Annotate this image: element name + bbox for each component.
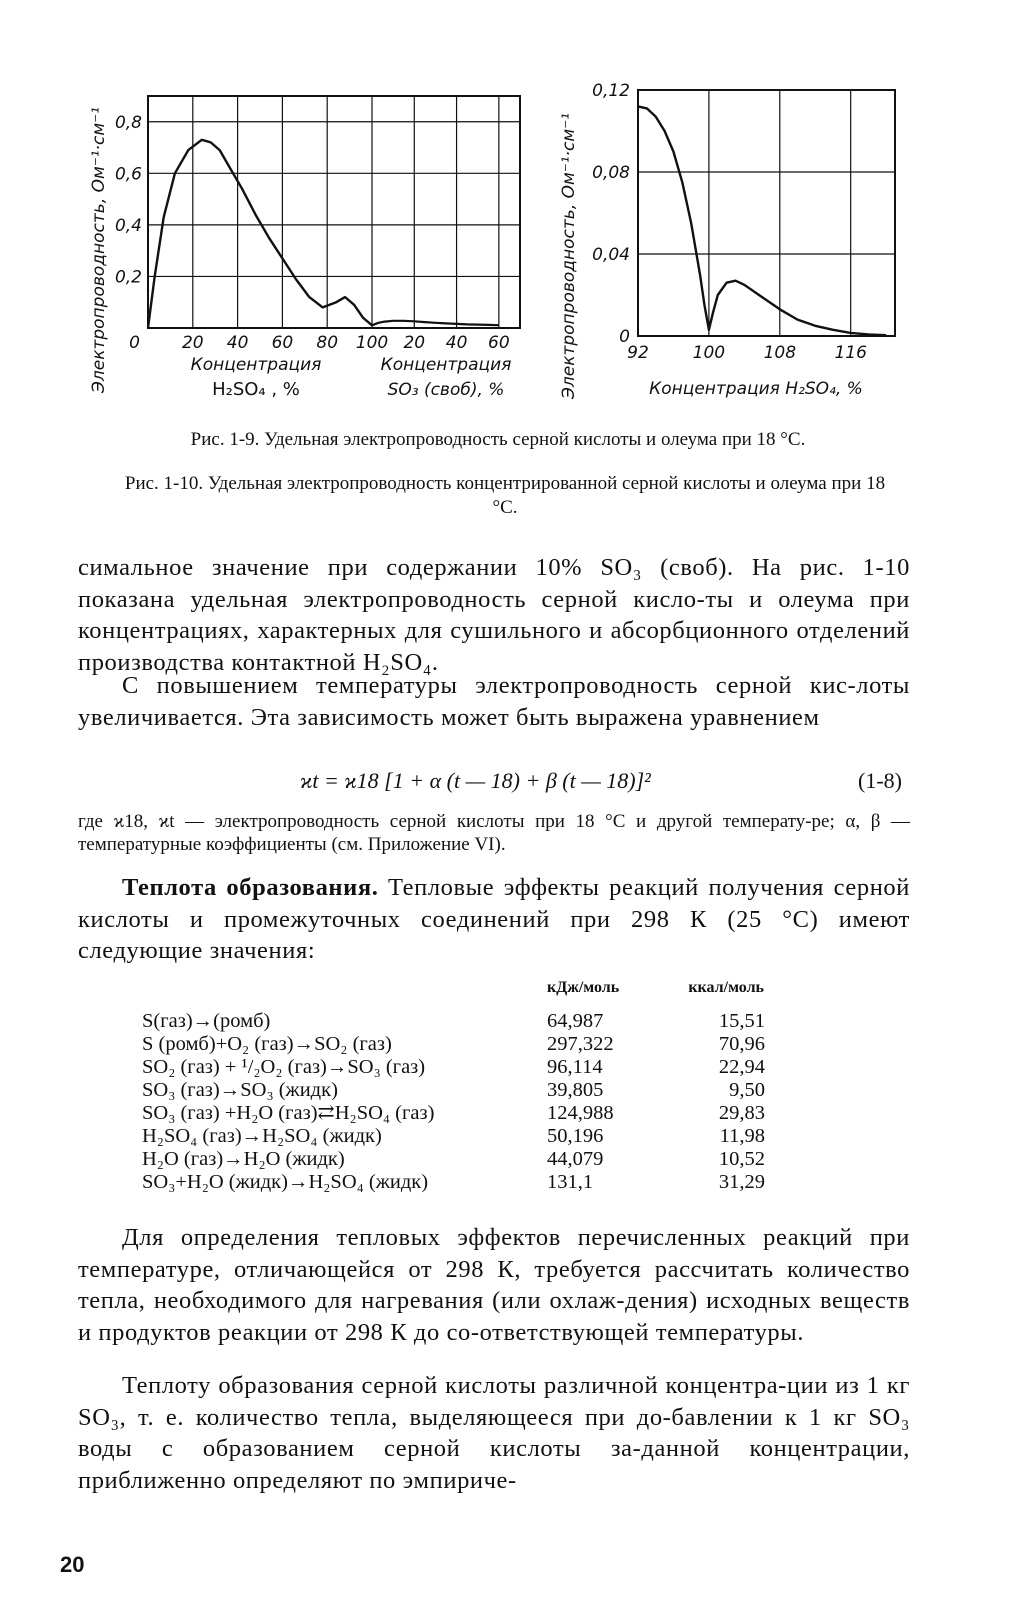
paragraph-heating [78,1222,910,1348]
fig1-ylabel: Электропроводность, Ом⁻¹·см⁻¹ [89,107,109,393]
kj-cell: 64,987 [547,1010,604,1032]
table-row [142,1056,765,1079]
figure-1-10-text: Удельная электропроводность концентрированной серной кислоты и олеума при 18 °С. [207,473,886,518]
reaction-cell: H₂O (газ)→H₂O (жидк) [142,1148,345,1170]
figure-1-10 [560,80,920,410]
kj-cell: 39,805 [547,1079,604,1101]
fig2-xtick-label: 108 [763,343,797,363]
paragraph-heat-formation [78,872,910,967]
kcal-cell: 10,52 [718,1148,765,1170]
fig2-ytick-label: 0,04 [592,245,630,265]
fig1-xlabel-a-line2: H₂SO₄ , % [212,379,300,400]
fig1-ytick-label: 0,2 [114,267,142,288]
fig1-xlabel-a-line1: Концентрация [190,355,322,375]
header-kcal: ккал/моль [688,979,764,996]
table-row [142,1079,765,1102]
table-row [142,1010,765,1033]
fig1-ytick-label: 0,6 [114,164,142,185]
fig1-ytick-label: 0,4 [114,215,142,236]
fig2-curve [638,106,886,335]
table-row [142,1033,765,1056]
paragraph-heating-text: Для определения тепловых эффектов перечисленных реакций при температуре, отличающейся от 298 К, требуется рассчитать количество тепла, необходимого для нагревания (или охлаж-дения) исходных веществ и продуктов реакции от 298 К до со-ответствующей температуры. [78,1224,910,1346]
equation-number: (1-8) [858,768,902,793]
fig1-xtick-label: 40 [445,333,468,353]
table-row [142,1171,765,1194]
header-kj: кДж/моль [547,979,620,996]
fig2-ytick-label: 0,08 [592,163,630,183]
fig1-curve-h2so4 [148,140,372,328]
fig2-curves [638,106,886,335]
kj-cell: 124,988 [547,1102,614,1124]
kcal-cell: 22,94 [718,1056,765,1078]
fig2-xtick-label: 92 [627,343,649,363]
reaction-cell: SO₃+H₂O (жидк)→H₂SO₄ (жидк) [142,1171,429,1193]
table-row [142,1102,765,1125]
fig2-xtick-label: 116 [834,343,867,363]
page-number: 20 [60,1552,85,1577]
figure-1-10-svg [560,80,920,410]
kcal-cell: 70,96 [718,1033,765,1055]
fig1-xtick-label: 60 [488,333,510,353]
reaction-heat-table [142,978,765,1194]
kcal-cell: 11,98 [719,1125,765,1147]
kj-cell: 131,1 [547,1171,594,1193]
fig1-xtick-label: 100 [355,333,389,353]
fig1-ytick-label: 0,8 [114,112,142,133]
paragraph-temperature [78,670,910,733]
kj-cell: 50,196 [547,1125,604,1147]
fig2-ytick-label: 0 [619,327,630,347]
equation-1-8: ϰt = ϰ18 [1 + α (t — 18) + β (t — 18)]² [300,768,651,793]
equation-note: где ϰ18, ϰt — электропроводность серной кислоты при 18 °С и другой температу-ре; α, β — температурные коэффициенты (см. Приложение VI). [78,811,910,855]
fig1-xtick-label: 20 [181,333,204,353]
figure-1-9-svg [80,80,550,420]
figure-1-10-caption [120,472,890,520]
fig1-xlabel-b-line2: SO₃ (своб), % [387,380,505,400]
fig1-xtick-label: 20 [403,333,426,353]
kcal-cell: 9,50 [729,1079,765,1101]
paragraph-heat-formation-text: Тепловые эффекты реакций получения серной кислоты и промежуточных соединений при 298 К (25 °С) имеют следующие значения: [78,874,910,964]
fig2-xlabel: Концентрация H₂SO₄, % [649,379,863,399]
fig1-curves [148,140,499,328]
kj-cell: 297,322 [547,1033,614,1055]
fig2-ticks [592,81,867,363]
fig2-ylabel: Электропроводность, Ом⁻¹·см⁻¹ [559,113,579,399]
figure-1-9-caption [78,428,918,452]
kcal-cell: 15,51 [718,1010,765,1032]
paragraph-formation-heat-text: Теплоту образования серной кислоты различной концентра-ции из 1 кг SO₃, т. е. количество тепла, выделяющееся при до-бавлении к 1 кг SO₃ воды с образованием серной кислоты за-данной концентрации, приближенно определяют по эмпириче- [78,1372,910,1494]
figure-1-9 [80,80,550,420]
fig1-grid [148,96,520,328]
fig1-ticks [115,113,510,353]
figure-1-9-text: Удельная электропроводность серной кислоты и олеума при 18 °С. [264,429,806,450]
figure-1-9-label: Рис. 1-9. [190,429,260,450]
section-heading: Теплота образования. [122,874,379,901]
reaction-cell: SO₃ (газ) +H₂O (газ)⇄H₂SO₄ (газ) [142,1102,435,1124]
paragraph-temperature-text: С повышением температуры электропроводность серной кис-лоты увеличивается. Эта зависимость может быть выражена уравнением [78,672,910,731]
fig2-xtick-label: 100 [692,343,726,363]
paragraph-conductivity-text: симальное значение при содержании 10% SO₃ (своб). На рис. 1-10 показана удельная электропроводность серной кисло-ты и олеума при концентрациях, характерных для сушильного и абсорбционного отделений производства контактной H₂SO₄. [78,554,910,676]
fig1-xlabel-b-line1: Концентрация [380,355,512,375]
kcal-cell: 31,29 [718,1171,765,1193]
reaction-cell: S(газ)→(ромб) [142,1010,271,1032]
reaction-cell: SO₃ (газ)→SO₃ (жидк) [142,1079,338,1101]
kj-cell: 44,079 [547,1148,604,1170]
reaction-cell: H₂SO₄ (газ)→H₂SO₄ (жидк) [142,1125,382,1147]
fig1-frame [148,96,520,328]
table-row [142,1148,765,1171]
fig1-curve-so3 [372,321,499,326]
table-header-row [142,978,765,1010]
fig1-xtick-label: 80 [316,333,339,353]
fig2-ytick-label: 0,12 [592,81,630,101]
fig1-xtick-label: 60 [271,333,294,353]
table-row [142,1125,765,1148]
kj-cell: 96,114 [547,1056,603,1078]
fig1-ytick-zero: 0 [129,333,140,353]
kcal-cell: 29,83 [718,1102,765,1124]
fig1-xtick-label: 40 [226,333,249,353]
paragraph-conductivity [78,552,910,678]
reaction-cell: SO₂ (газ) + ¹/₂O₂ (газ)→SO₃ (газ) [142,1056,426,1078]
figure-1-10-label: Рис. 1-10. [124,473,204,494]
paragraph-formation-heat [78,1370,910,1496]
header-reaction [142,978,547,1010]
reaction-cell: S (ромб)+O₂ (газ)→SO₂ (газ) [142,1033,392,1055]
